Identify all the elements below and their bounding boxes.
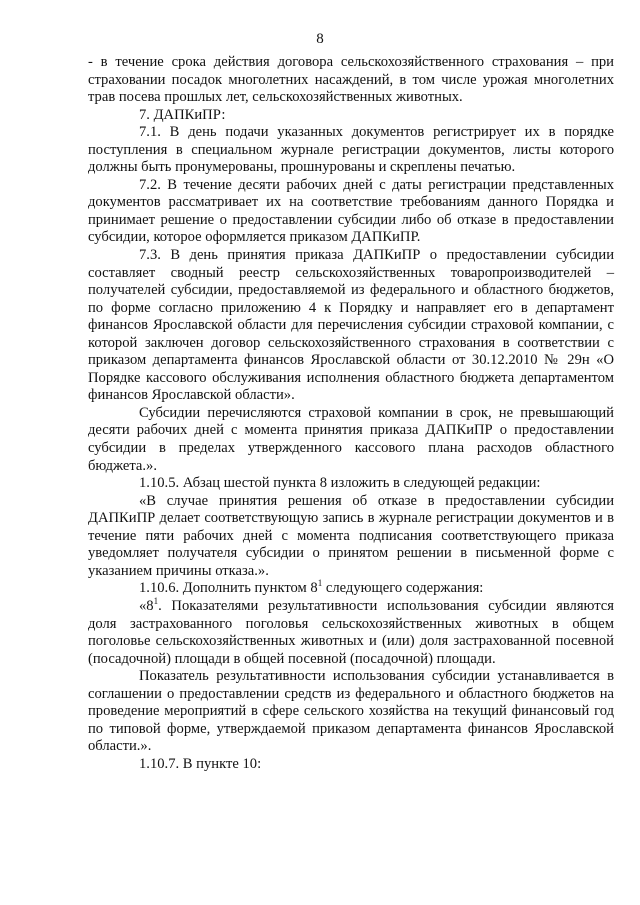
superscript-mark: 1	[317, 578, 323, 589]
paragraph-10-lead: «8	[139, 597, 154, 614]
paragraph-9	[88, 580, 614, 598]
paragraph-5: 7.3. В день принятия приказа ДАПКиПР о предоставлении субсидии составляет сводный реестр сельскохозяйственных товаропроизводителей – получателей субсидии, предоставляемой из федерального и областного бюджетов, по форме согласно приложению 4 к Порядку и направляет его в департамент финансов Ярославской области для перечисления субсидии страховой компании, с которой заключен договор сельскохозяйственного страхования в соответствии с приказом департамента финансов Ярославской области от 30.12.2010 № 29н «О Порядке кассового обслуживания исполнения областного бюджета департаментом финансов Ярославской области».	[88, 247, 614, 404]
paragraph-3: 7.1. В день подачи указанных документов регистрирует их в порядке поступления в специальном журнале регистрации документов, листы которого должны быть пронумерованы, прошнурованы и скреплены печатью.	[88, 124, 614, 176]
paragraph-9-tail: следующего содержания:	[322, 580, 484, 597]
paragraph-10	[88, 598, 614, 668]
paragraph-10-tail: . Показателями результативности использования субсидии являются доля застрахованного поголовья сельскохозяйственных животных в общем поголовье сельскохозяйственных животных и (или) доля застрахованной посевной (посадочной) площади в общей посевной (посадочной) площади.	[88, 597, 614, 667]
paragraph-4: 7.2. В течение десяти рабочих дней с даты регистрации представленных документов рассматривает их на соответствие требованиям данного Порядка и принимает решение о предоставлении субсидии либо об отказе в предоставлении субсидии, которое оформляется приказом ДАПКиПР.	[88, 176, 614, 246]
superscript-mark: 1	[153, 596, 159, 607]
page-number: 8	[316, 31, 324, 47]
paragraph-6: Субсидии перечисляются страховой компании в срок, не превышающий десяти рабочих дней с момента принятия приказа ДАПКиПР о предоставлении субсидии в пределах утвержденного кассового плана расходов областного бюджета.».	[88, 404, 614, 474]
document-body	[88, 54, 614, 773]
paragraph-9-lead: 1.10.6. Дополнить пунктом 8	[139, 580, 318, 597]
paragraph-7: 1.10.5. Абзац шестой пункта 8 изложить в следующей редакции:	[139, 475, 541, 492]
paragraph-8: «В случае принятия решения об отказе в предоставлении субсидии ДАПКиПР делает соответствующую запись в журнале регистрации документов и в течение пяти рабочих дней с момента подписания соответствующего приказа уведомляет получателя субсидии о принятом решении в письменной форме с указанием причины отказа.».	[88, 492, 614, 579]
paragraph-12: 1.10.7. В пункте 10:	[139, 755, 262, 772]
paragraph-2: 7. ДАПКиПР:	[139, 106, 226, 123]
paragraph-11: Показатель результативности использования субсидии устанавливается в соглашении о предоставлении средств из федерального и областного бюджетов на проведение мероприятий в сфере сельского хозяйства на текущий финансовый год по типовой форме, утверждаемой приказом департамента финансов Ярославской области.».	[88, 668, 614, 755]
paragraph-1: - в течение срока действия договора сельскохозяйственного страхования – при страховании посадок многолетних насаждений, в том числе урожая многолетних трав посева прошлых лет, сельскохозяйственных животных.	[88, 54, 614, 106]
